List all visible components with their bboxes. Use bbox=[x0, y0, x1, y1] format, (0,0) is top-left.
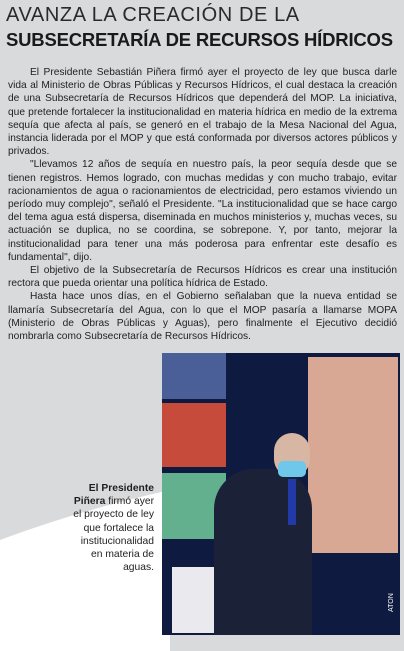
caption-lead: El Presidente Piñera bbox=[73, 483, 154, 508]
article-body bbox=[8, 66, 397, 343]
article-headline: SUBSECRETARÍA DE RECURSOS HÍDRICOS bbox=[6, 29, 393, 50]
paragraph: Hasta hace unos días, en el Gobierno señalaban que la nueva entidad se llamaría Subsecretaría del Agua, con lo que el MOP pasaría a llamarse MOPA (Ministerio de Obras Públicas y Aguas), pero finalmente el Ejecutivo decidió nombrarla como Subsecretaría de Recursos Hídricos. bbox=[8, 291, 397, 343]
president-figure bbox=[214, 469, 312, 635]
photo-credit: ATON bbox=[388, 593, 395, 612]
face-mask bbox=[278, 461, 306, 477]
video-screen bbox=[308, 357, 398, 553]
article-kicker: AVANZA LA CREACIÓN DE LA bbox=[6, 4, 300, 26]
photo-caption bbox=[72, 482, 154, 574]
news-photo bbox=[162, 353, 400, 635]
paragraph: "Llevamos 12 años de sequía en nuestro país, la peor sequía desde que se tienen registros. Hemos logrado, con muchas medidas y con mucho trabajo, evitar racionamientos de agua o racionamientos de electricidad, pero estamos viviendo un período muy complejo", señaló el Presidente. "La institucionalidad que se hace cargo del tema agua está dispersa, diseminada en muchos ministerios y, muchas veces, su actuación se duplica, no se coordina, se sobrepone. Y, por tanto, mejorar la institucionalidad para tener una más poderosa para enfrentar este desafío es fundamental", dijo. bbox=[8, 159, 397, 263]
paragraph: El objetivo de la Subsecretaría de Recursos Hídricos es crear una institución rectora que pueda orientar una política hídrica de Estado. bbox=[8, 265, 397, 290]
video-screen bbox=[162, 353, 226, 399]
video-screen bbox=[162, 403, 226, 467]
tie bbox=[288, 479, 296, 525]
paragraph: El Presidente Sebastián Piñera firmó ayer el proyecto de ley que busca darle vida al Ministerio de Obras Públicas y Recursos Hídricos, el cual destaca la creación de una Subsecretaría de Recursos Hídricos que dependerá del MOP. La iniciativa, que pretende fortalecer la institucionalidad en materia hídrica en medio de la extrema sequía que afecta al país, se generó en el trabajo de la Mesa Nacional del Agua, instancia liderada por el MOP y que está conformada por diversos actores públicos y privados. bbox=[8, 67, 397, 158]
caption-text: firmó ayer el proyecto de ley que fortalece la institucionalidad en materia de aguas. bbox=[73, 496, 154, 574]
